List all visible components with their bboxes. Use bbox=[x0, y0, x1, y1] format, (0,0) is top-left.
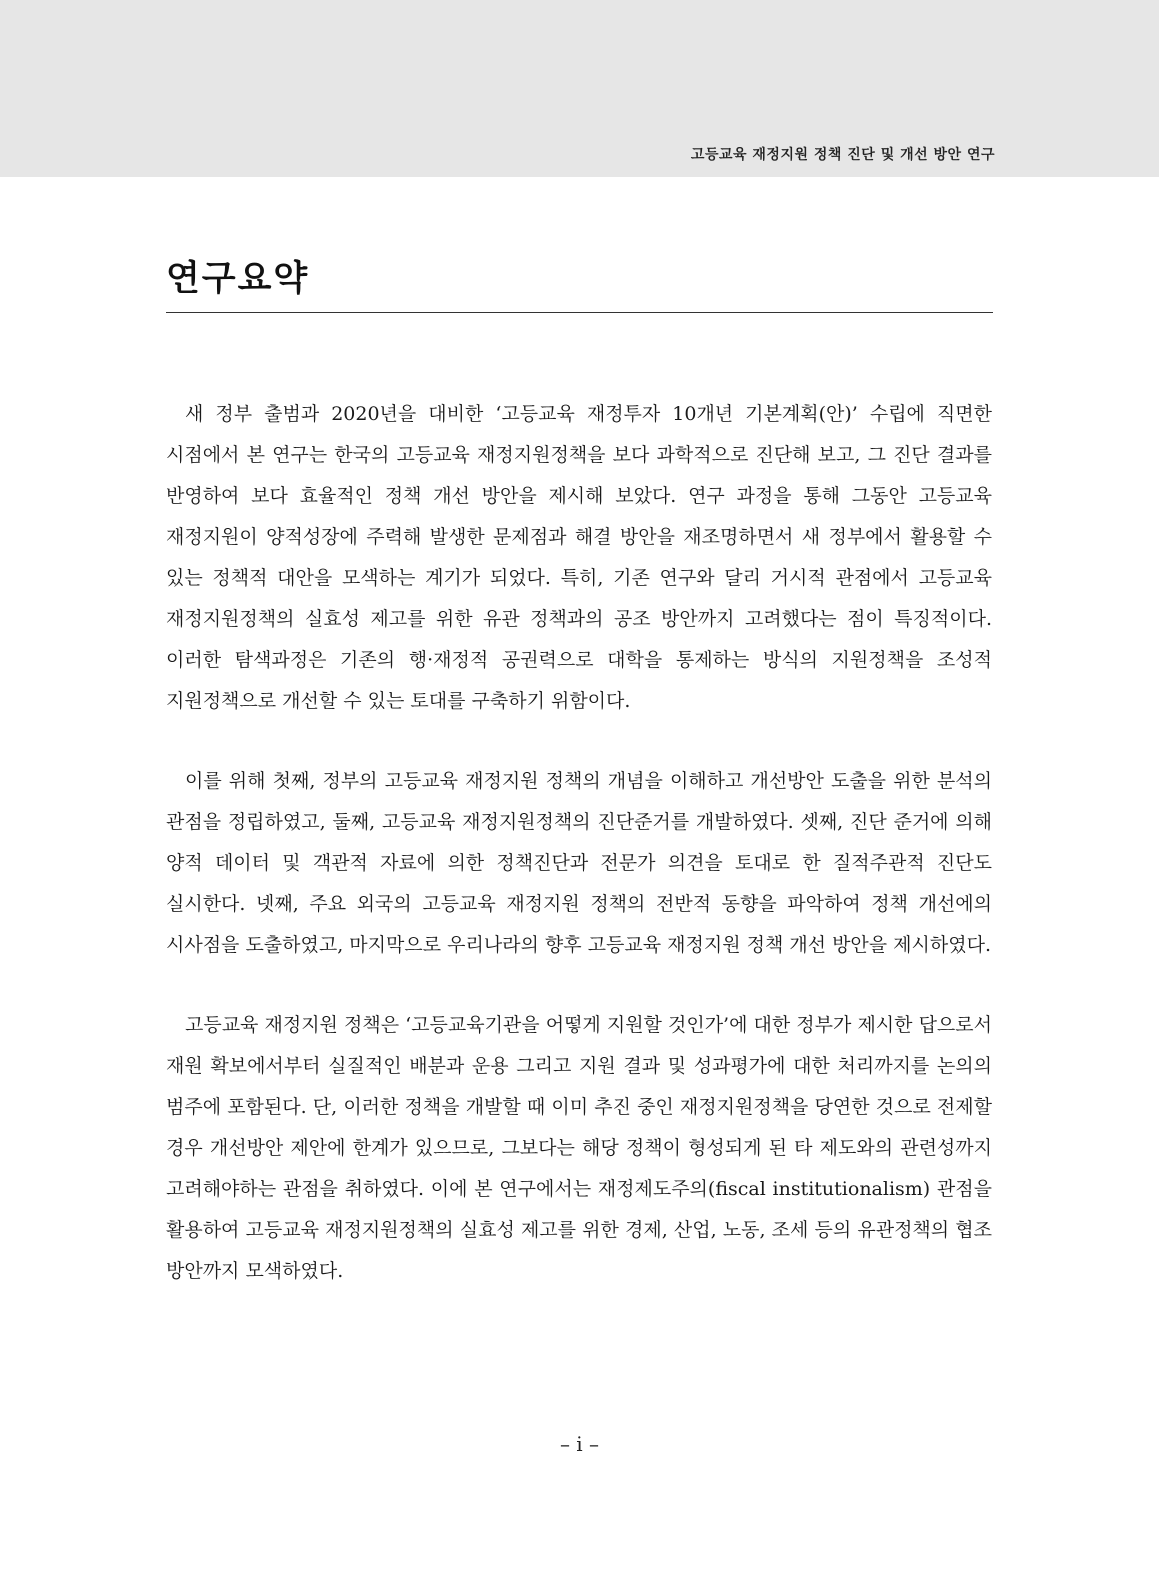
title-rule bbox=[166, 312, 993, 313]
paragraph-1: 새 정부 출범과 2020년을 대비한 ‘고등교육 재정투자 10개년 기본계획(안)’ 수립에 직면한 시점에서 본 연구는 한국의 고등교육 재정지원정책을 보다 과학적으로 진단해 보고, 그 진단 결과를 반영하여 보다 효율적인 정책 개선 방안을 제시해 보았다. 연구 과정을 통해 그동안 고등교육 재정지원이 양적성장에 주력해 발생한 문제점과 해결 방안을 재조명하면서 새 정부에서 활용할 수 있는 정책적 대안을 모색하는 계기가 되었다. 특히, 기존 연구와 달리 거시적 관점에서 고등교육 재정지원정책의 실효성 제고를 위한 유관 정책과의 공조 방안까지 고려했다는 점이 특징적이다. 이러한 탐색과정은 기존의 행·재정적 공권력으로 대학을 통제하는 방식의 지원정책을 조성적 지원정책으로 개선할 수 있는 토대를 구축하기 위함이다. bbox=[166, 403, 992, 712]
section-title: 연구요약 bbox=[166, 259, 310, 299]
paragraph-2: 이를 위해 첫째, 정부의 고등교육 재정지원 정책의 개념을 이해하고 개선방안 도출을 위한 분석의 관점을 정립하였고, 둘째, 고등교육 재정지원정책의 진단준거를 개발하였다. 셋째, 진단 준거에 의해 양적 데이터 및 객관적 자료에 의한 정책진단과 전문가 의견을 토대로 한 질적주관적 진단도 실시한다. 넷째, 주요 외국의 고등교육 재정지원 정책의 전반적 동향을 파악하여 정책 개선에의 시사점을 도출하였고, 마지막으로 우리나라의 향후 고등교육 재정지원 정책 개선 방안을 제시하였다. bbox=[166, 770, 992, 956]
paragraph-3: 고등교육 재정지원 정책은 ‘고등교육기관을 어떻게 지원할 것인가’에 대한 정부가 제시한 답으로서 재원 확보에서부터 실질적인 배분과 운용 그리고 지원 결과 및 성과평가에 대한 처리까지를 논의의 범주에 포함된다. 단, 이러한 정책을 개발할 때 이미 추진 중인 재정지원정책을 당연한 것으로 전제할 경우 개선방안 제안에 한계가 있으므로, 그보다는 해당 정책이 형성되게 된 타 제도와의 관련성까지 고려해야하는 관점을 취하였다. 이에 본 연구에서는 재정제도주의(fiscal institutionalism) 관점을 활용하여 고등교육 재정지원정책의 실효성 제고를 위한 경제, 산업, 노동, 조세 등의 유관정책의 협조 방안까지 모색하였다. bbox=[166, 1014, 992, 1282]
running-title: 고등교육 재정지원 정책 진단 및 개선 방안 연구 bbox=[690, 147, 995, 163]
header-band bbox=[0, 0, 1159, 177]
summary-body bbox=[166, 394, 992, 1331]
page-number: – i – bbox=[559, 1432, 600, 1456]
